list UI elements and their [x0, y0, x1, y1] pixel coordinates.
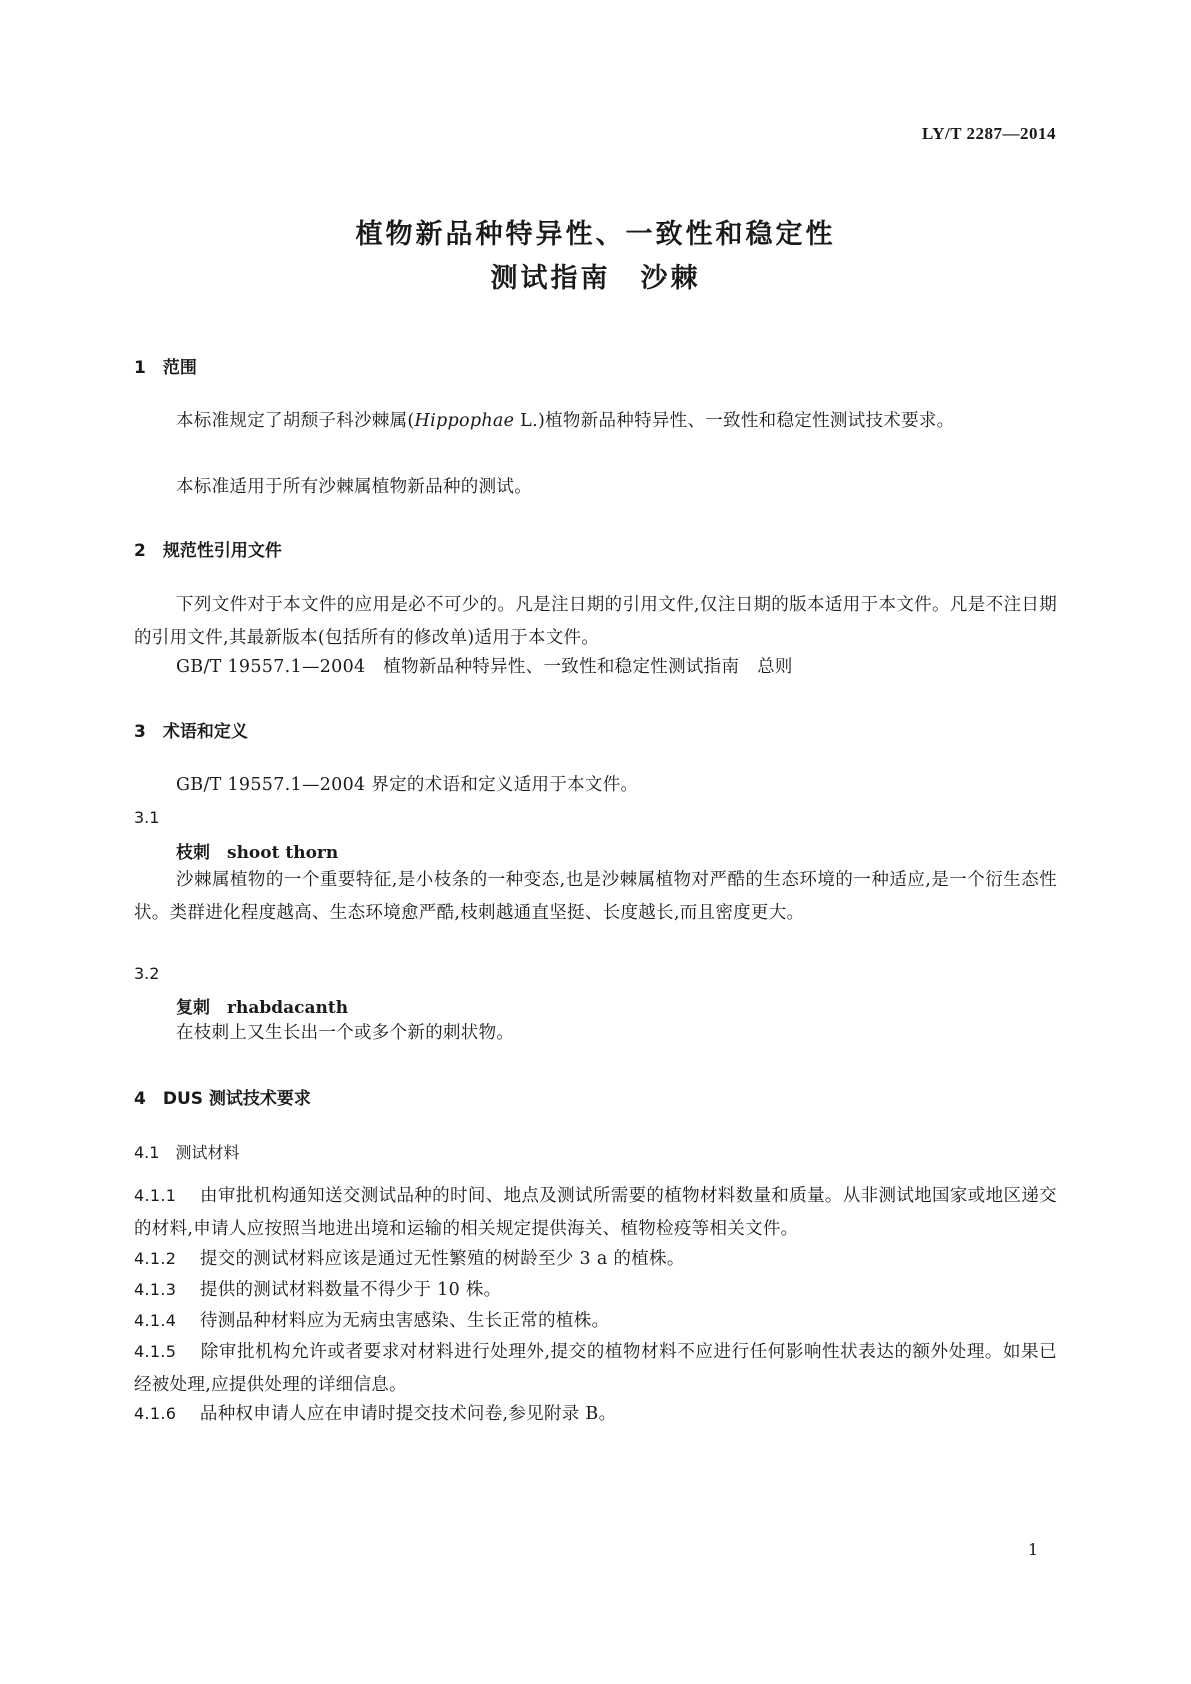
- section-1-paragraph-2: 本标准适用于所有沙棘属植物新品种的测试。: [176, 477, 532, 497]
- term-3-1-number: 3.1: [134, 808, 160, 827]
- page-number: 1: [1028, 1540, 1039, 1559]
- section-1-paragraph-1: [134, 405, 1057, 438]
- clause-number: 4.1.1: [134, 1186, 177, 1205]
- term-3-2-number: 3.2: [134, 964, 160, 983]
- section-1-heading: 1 范围: [134, 358, 197, 378]
- clause-number: 4.1.5: [134, 1342, 177, 1361]
- clause-text: 提交的测试材料应该是通过无性繁殖的树龄至少 3 a 的植株。: [199, 1249, 685, 1269]
- section-2-heading: 2 规范性引用文件: [134, 541, 282, 561]
- clause-number: 4.1.2: [134, 1249, 177, 1268]
- clause-4-1-6: [134, 1397, 1057, 1431]
- clause-text: 由审批机构通知送交测试品种的时间、地点及测试所需要的植物材料数量和质量。从非测试地国家或地区递交的材料,申请人应按照当地进出境和运输的相关规定提供海关、植物检疫等相关文件。: [134, 1186, 1057, 1239]
- clause-number: 4.1.3: [134, 1280, 177, 1299]
- term-3-1-definition: 沙棘属植物的一个重要特征,是小枝条的一种变态,也是沙棘属植物对严酷的生态环境的一种适应,是一个衍生态性状。类群进化程度越高、生态环境愈严酷,枝刺越通直坚挺、长度越长,而且密度更大。: [134, 870, 1057, 923]
- section-3-paragraph-1: GB/T 19557.1—2004 界定的术语和定义适用于本文件。: [176, 775, 639, 795]
- normative-reference: GB/T 19557.1—2004 植物新品种特异性、一致性和稳定性测试指南 总则: [176, 657, 793, 677]
- clause-4-1-5: [134, 1335, 1057, 1402]
- clause-text: 品种权申请人应在申请时提交技术问卷,参见附录 B。: [199, 1404, 617, 1424]
- clause-4-1-1: [134, 1179, 1057, 1246]
- clause-text: 待测品种材料应为无病虫害感染、生长正常的植株。: [199, 1311, 610, 1331]
- section-4-heading: 4 DUS 测试技术要求: [134, 1089, 311, 1109]
- term-3-1-title: 枝刺 shoot thorn: [176, 843, 339, 863]
- section-2-paragraph-1: 下列文件对于本文件的应用是必不可少的。凡是注日期的引用文件,仅注日期的版本适用于本文件。凡是不注日期的引用文件,其最新版本(包括所有的修改单)适用于本文件。: [134, 595, 1057, 648]
- standard-number: LY/T 2287—2014: [921, 124, 1056, 143]
- section-1-text-b: L.)植物新品种特异性、一致性和稳定性测试技术要求。: [514, 411, 955, 431]
- clause-4-1-3: [134, 1273, 1057, 1307]
- section-1-text-a: 本标准规定了胡颓子科沙棘属(: [176, 411, 415, 431]
- document-title-line-1: 植物新品种特异性、一致性和稳定性: [355, 219, 836, 250]
- genus-name: Hippophae: [414, 411, 515, 431]
- subsection-4-1-heading: 4.1 测试材料: [134, 1143, 240, 1162]
- clause-number: 4.1.6: [134, 1404, 177, 1423]
- clause-4-1-2: [134, 1242, 1057, 1276]
- document-title-line-2: 测试指南 沙棘: [490, 263, 701, 294]
- clause-number: 4.1.4: [134, 1311, 177, 1330]
- clause-text: 除审批机构允许或者要求对材料进行处理外,提交的植物材料不应进行任何影响性状表达的额外处理。如果已经被处理,应提供处理的详细信息。: [134, 1342, 1057, 1395]
- section-3-heading: 3 术语和定义: [134, 722, 248, 742]
- term-3-2-definition: 在枝刺上又生长出一个或多个新的刺状物。: [176, 1023, 515, 1043]
- term-3-2-title: 复刺 rhabdacanth: [176, 998, 349, 1018]
- clause-text: 提供的测试材料数量不得少于 10 株。: [199, 1280, 502, 1300]
- clause-4-1-4: [134, 1304, 1057, 1338]
